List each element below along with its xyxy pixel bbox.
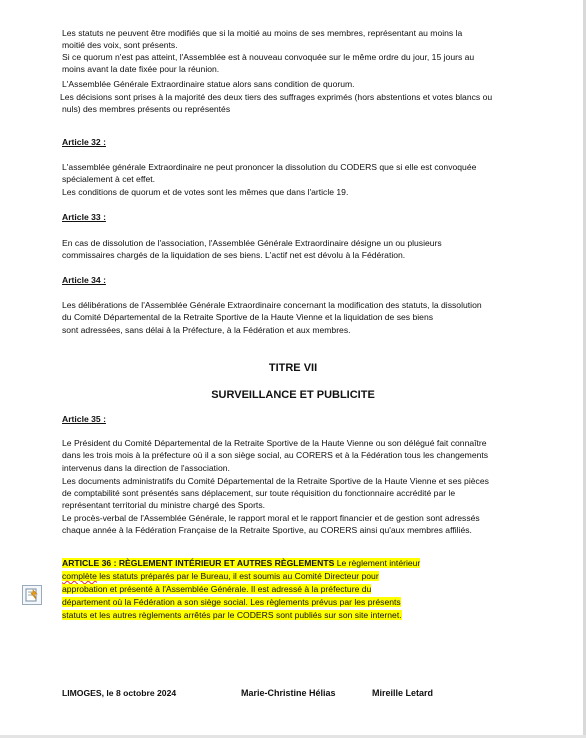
intro-line-3: Si ce quorum n'est pas atteint, l'Assemblée est à nouveau convoquée sur le même ordre du jour, 15 jours au	[62, 52, 475, 62]
article-36-line-2	[62, 570, 462, 583]
edit-note-icon[interactable]	[22, 585, 42, 605]
article-36-line-1	[62, 557, 462, 570]
section-subtitle: SURVEILLANCE ET PUBLICITE	[211, 389, 375, 401]
article-36-heading: ARTICLE 36 : RÈGLEMENT INTÉRIEUR ET AUTRES RÈGLEMENTS	[62, 558, 335, 568]
intro-line-5: L'Assemblée Générale Extraordinaire statue alors sans condition de quorum.	[62, 79, 355, 89]
article-35-line-8: chaque année à la Fédération Française de la Retraite Sportive, au CORERS ainsi qu'aux membres affiliés.	[62, 525, 472, 535]
intro-line-1: Les statuts ne peuvent être modifiés que si la moitié au moins de ses membres, représentant au moins la	[62, 28, 463, 38]
article-36-line-5-text: statuts et les autres règlements arrêtés par le CODERS sont publiés sur son site internet.	[62, 610, 402, 620]
article-35-heading: Article 35 :	[62, 414, 106, 424]
article-36-line-2-text: les statuts préparés par le Bureau, il est soumis au Comité Directeur pour	[96, 571, 379, 581]
article-36-line-4	[62, 596, 462, 609]
article-33-line-2: commissaires chargés de la liquidation de ses biens. L'actif net est dévolu à la Fédération.	[62, 250, 406, 260]
article-34-line-3: sont adressées, sans délai à la Préfecture, à la Fédération et aux membres.	[62, 325, 351, 335]
article-35-line-4: Les documents administratifs du Comité Départemental de la Retraite Sportive de la Haute Vienne et ses pièces	[62, 476, 489, 486]
article-35-line-7: Le procès-verbal de l'Assemblée Générale, le rapport moral et le rapport financier et de gestion sont adressés	[62, 513, 480, 523]
edit-note-icon-svg	[23, 586, 41, 604]
intro-line-2: moitié des voix, sont présents.	[62, 40, 178, 50]
article-34-line-1: Les délibérations de l'Assemblée Générale Extraordinaire concernant la modification des statuts, la dissolution	[62, 300, 482, 310]
article-35-line-5: de comptabilité sont présentés sans déplacement, sur toute réquisition du fonctionnaire accrédité par le	[62, 488, 456, 498]
article-34-line-2: du Comité Départemental de la Retraite Sportive de la Haute Vienne et la liquidation de ses biens	[62, 312, 434, 322]
article-33-heading: Article 33 :	[62, 212, 106, 222]
intro-line-7: nuls) des membres présents ou représentés	[62, 104, 231, 114]
article-32-line-3: Les conditions de quorum et de votes sont les mêmes que dans l'article 19.	[62, 187, 349, 197]
intro-line-6: Les décisions sont prises à la majorité des deux tiers des suffrages exprimés (hors abstentions et votes blancs ou	[60, 92, 493, 102]
signatory-2: Mireille Letard	[372, 688, 434, 698]
place-date: LIMOGES, le 8 octobre 2024	[62, 688, 177, 698]
article-36-line-3	[62, 583, 462, 596]
article-32-heading: Article 32 :	[62, 137, 106, 147]
article-36-line-4-text: département où la Fédération a son siège social. Les règlements prévus par les présents	[62, 597, 401, 607]
article-36-block	[62, 557, 462, 622]
article-36-line-1-text: Le règlement intérieur	[334, 558, 421, 568]
article-33-line-1: En cas de dissolution de l'association, l'Assemblée Générale Extraordinaire désigne un ou plusieurs	[62, 238, 442, 248]
article-32-line-2: spécialement à cet effet.	[62, 174, 155, 184]
article-35-line-1: Le Président du Comité Départemental de la Retraite Sportive de la Haute Vienne ou son délégué fait connaître	[62, 438, 487, 448]
signatory-1: Marie-Christine Hélias	[241, 688, 336, 698]
article-35-line-2: dans les trois mois à la préfecture où il a son siège social, au CORERS et à la Fédération tous les changements	[62, 450, 489, 460]
spellcheck-word[interactable]: complète	[62, 571, 97, 581]
article-35-line-3: intervenus dans la direction de l'association.	[62, 463, 230, 473]
section-title: TITRE VII	[268, 362, 318, 374]
intro-line-4: moins avant la date fixée pour la réunion.	[62, 64, 220, 74]
article-36-line-5	[62, 609, 462, 622]
article-35-line-6: représentant territorial du ministre chargé des Sports.	[62, 500, 266, 510]
article-34-heading: Article 34 :	[62, 275, 106, 285]
article-36-line-3-text: approbation et présenté à l'Assemblée Générale. Il est adressé à la préfecture du	[62, 584, 372, 594]
article-32-line-1: L'assemblée générale Extraordinaire ne peut prononcer la dissolution du CODERS que si elle est convoquée	[62, 162, 477, 172]
